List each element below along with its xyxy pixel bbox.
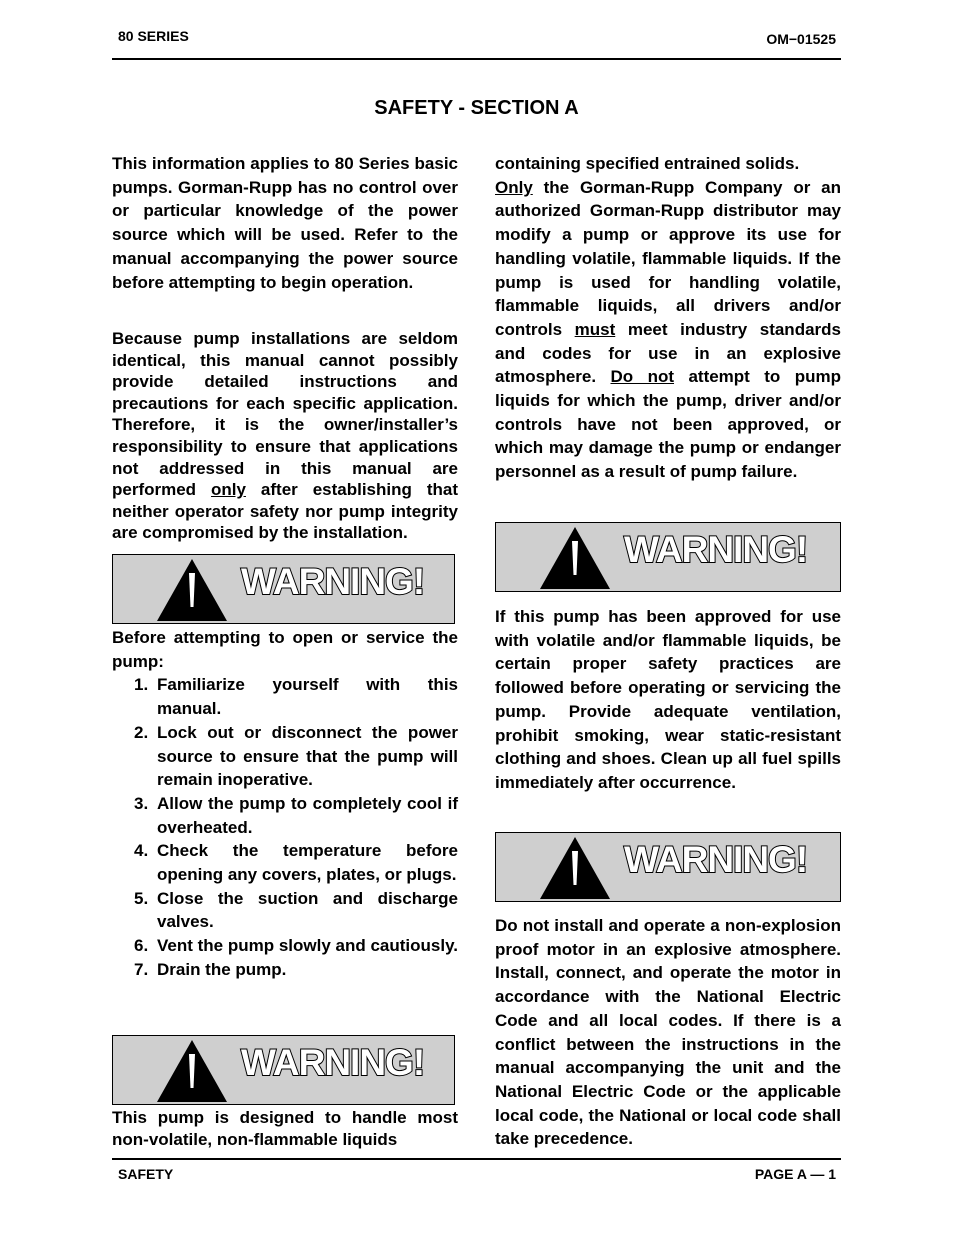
service-step bbox=[112, 839, 458, 886]
service-step bbox=[112, 673, 458, 720]
page-title: SAFETY - SECTION A bbox=[374, 97, 579, 119]
service-step bbox=[112, 934, 458, 958]
warning-banner bbox=[495, 832, 841, 902]
step-number: 1. bbox=[134, 675, 149, 695]
service-warning-intro: Before attempting to open or service the pump: bbox=[112, 628, 458, 671]
motor-warning bbox=[495, 914, 841, 1151]
motor-warning-text: Do not install and operate a non-explosion proof motor in an explosive atmosphere. Install, connect, and operate the motor in accordance with the National Electric Code and all local codes. If there is a conflict between the instructions in the manual accompanying the unit and the National Electric Code or the applicable local code, the National or local code shall take precedence. bbox=[495, 916, 841, 1149]
warning-triangle-icon bbox=[155, 557, 229, 623]
warning-label: WARNING! bbox=[241, 561, 425, 602]
intro-paragraph: This information applies to 80 Series basic pumps. Gorman-Rupp has no control over or particular knowledge of the power source which will be used. Refer to the manual accompanying the power source before attempting to begin operation. bbox=[112, 154, 458, 292]
modification-paragraph: containing specified entrained solids. Only the Gorman-Rupp Company or an authorized Gorman-Rupp distributor may modify a pump or approve its use for handling volatile, flammable liquids. If the pump is used for handling volatile, flammable liquids, all drivers and/or controls must meet industry standards and codes for use in an explosive atmosphere. Do not attempt to pump liquids for which the pump, driver and/or controls have not been approved, or which may damage the pump or endanger personnel as a result of pump failure. bbox=[495, 154, 841, 482]
header-rule bbox=[112, 58, 841, 60]
header-doc-number: OM−01525 bbox=[766, 31, 836, 47]
warning-label: WARNING! bbox=[624, 529, 808, 570]
header-series: 80 SERIES bbox=[118, 28, 189, 44]
step-number: 5. bbox=[134, 888, 149, 908]
footer-page-number: PAGE A — 1 bbox=[754, 1166, 836, 1182]
step-number: 6. bbox=[134, 936, 149, 956]
service-step bbox=[112, 721, 458, 792]
warning-triangle-icon bbox=[155, 1038, 229, 1104]
step-number: 7. bbox=[134, 959, 149, 979]
warning-label: WARNING! bbox=[241, 1042, 425, 1083]
step-text: Close the suction and discharge valves. bbox=[157, 888, 458, 932]
warning-triangle-icon bbox=[538, 525, 612, 591]
design-warning-text: This pump is designed to handle most non-volatile, non-flammable liquids bbox=[112, 1108, 458, 1149]
step-text: Vent the pump slowly and cautiously. bbox=[157, 936, 459, 956]
warning-triangle-icon bbox=[538, 835, 612, 901]
installation-paragraph: Because pump installations are seldom identical, this manual cannot possibly provide detailed instructions and precautions for each specific application. Therefore, it is the owner/installer’s responsibility to ensure that applications not addressed in this manual are performed only after establishing that neither operator safety nor pump integrity are compromised by the installation. bbox=[112, 329, 458, 543]
step-text: Allow the pump to completely cool if overheated. bbox=[157, 793, 458, 837]
step-number: 2. bbox=[134, 722, 149, 742]
step-number: 3. bbox=[134, 793, 149, 813]
warning-label: WARNING! bbox=[624, 839, 808, 880]
step-text: Familiarize yourself with this manual. bbox=[157, 675, 458, 719]
footer-section: SAFETY bbox=[118, 1166, 174, 1182]
footer-rule bbox=[112, 1158, 841, 1160]
warning-banner bbox=[112, 554, 455, 624]
warning-banner bbox=[112, 1035, 455, 1105]
step-text: Drain the pump. bbox=[157, 959, 287, 979]
service-step bbox=[112, 958, 458, 982]
left-intro bbox=[112, 152, 458, 294]
step-text: Check the temperature before opening any covers, plates, or plugs. bbox=[157, 841, 458, 885]
service-steps bbox=[112, 673, 458, 981]
step-text: Lock out or disconnect the power source to ensure that the pump will remain inoperative. bbox=[157, 722, 458, 790]
service-step bbox=[112, 887, 458, 934]
design-warning bbox=[112, 1107, 458, 1150]
service-warning bbox=[112, 626, 458, 982]
flammable-warning bbox=[495, 605, 841, 795]
warning-banner bbox=[495, 522, 841, 592]
right-modification bbox=[495, 152, 841, 484]
left-installation bbox=[112, 328, 458, 544]
step-number: 4. bbox=[134, 841, 149, 861]
flammable-warning-text: If this pump has been approved for use with volatile and/or flammable liquids, be certain proper safety practices are followed before operating or servicing the pump. Provide adequate ventilation, prohibit smoking, wear static-resistant clothing and shoes. Clean up all fuel spills immediately after occurrence. bbox=[495, 607, 841, 792]
service-step bbox=[112, 792, 458, 839]
